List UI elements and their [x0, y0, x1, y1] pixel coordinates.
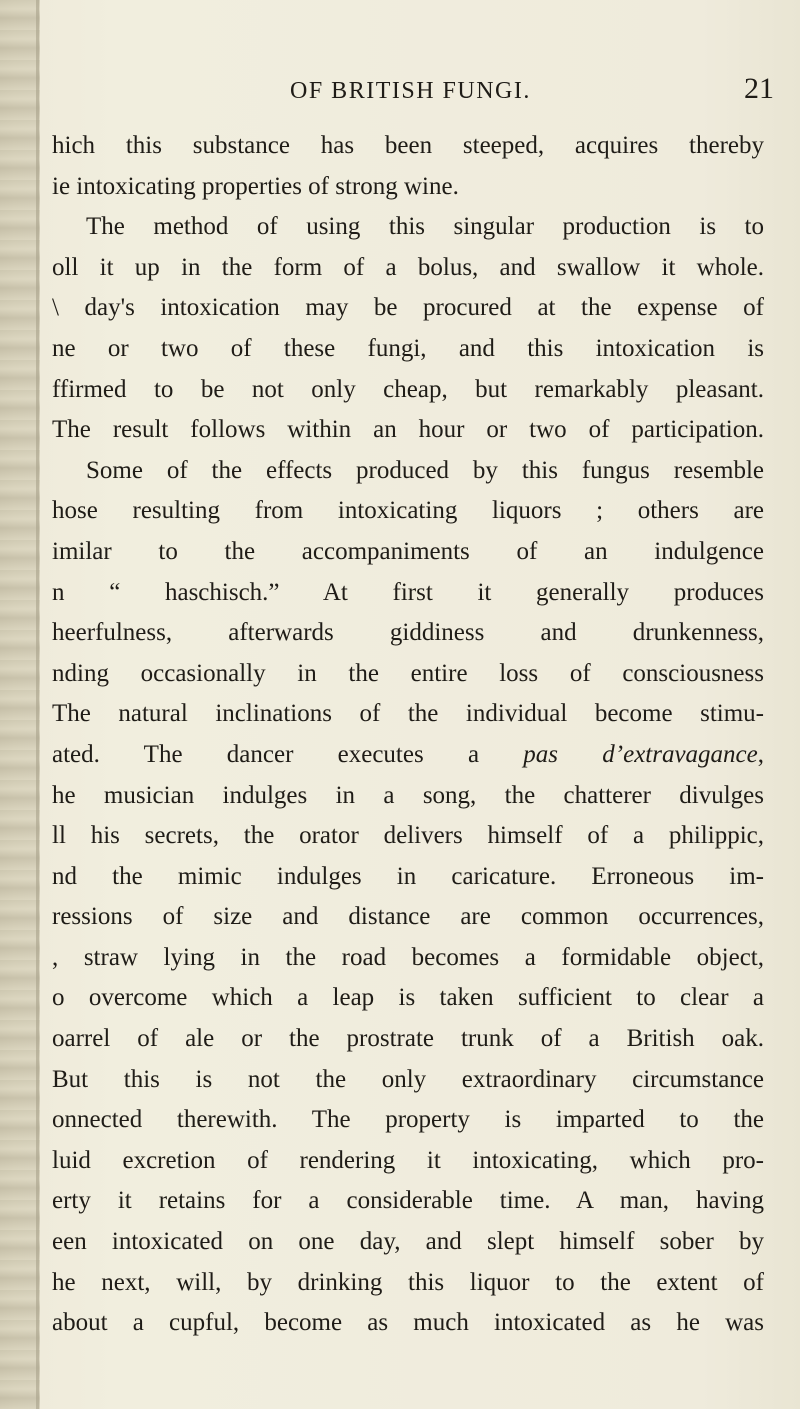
- page-gutter-line: [36, 0, 39, 1409]
- page-number: 21: [744, 72, 774, 105]
- text-line: o overcome which a leap is taken sufficient to clear a: [52, 984, 764, 1012]
- text-line: \ day's intoxication may be procured at the expense of: [52, 294, 764, 322]
- text-line: he musician indulges in a song, the chatterer divulges: [52, 781, 764, 809]
- text-line: nding occasionally in the entire loss of consciousness: [52, 659, 764, 687]
- text-line: But this is not the only extraordinary circumstance: [52, 1065, 764, 1093]
- text-line: hose resulting from intoxicating liquors ; others are: [52, 497, 764, 525]
- text-line: ffirmed to be not only cheap, but remarkably pleasant.: [52, 375, 764, 403]
- text-line: The result follows within an hour or two of participation.: [52, 416, 764, 444]
- page-header: [0, 72, 800, 118]
- text-line: luid excretion of rendering it intoxicating, which pro-: [52, 1146, 764, 1174]
- text-line: erty it retains for a considerable time. A man, having: [52, 1187, 764, 1215]
- text-line: Some of the effects produced by this fungus resemble: [86, 456, 764, 484]
- text-line: oarrel of ale or the prostrate trunk of a British oak.: [52, 1025, 764, 1053]
- text-line: imilar to the accompaniments of an indulgence: [52, 537, 764, 565]
- text-line: The method of using this singular production is to: [86, 213, 764, 241]
- text-line: about a cupful, become as much intoxicated as he was: [52, 1309, 764, 1337]
- text-line: ll his secrets, the orator delivers himself of a philippic,: [52, 822, 764, 850]
- running-head: OF BRITISH FUNGI.: [290, 78, 531, 104]
- text-line: onnected therewith. The property is imparted to the: [52, 1106, 764, 1134]
- text-line: ressions of size and distance are common occurrences,: [52, 903, 764, 931]
- text-line: ie intoxicating properties of strong wine.: [52, 172, 459, 200]
- text-line: , straw lying in the road becomes a formidable object,: [52, 943, 764, 971]
- text-line: nd the mimic indulges in caricature. Erroneous im-: [52, 862, 764, 890]
- text-line: he next, will, by drinking this liquor to the extent of: [52, 1268, 764, 1296]
- text-line: oll it up in the form of a bolus, and swallow it whole.: [52, 253, 764, 281]
- text-line: hich this substance has been steeped, acquires thereby: [52, 132, 764, 159]
- page-binding-edge: [0, 0, 40, 1409]
- italic-phrase: pas d’extravagance: [523, 740, 758, 768]
- text-line: heerfulness, afterwards giddiness and drunkenness,: [52, 619, 764, 647]
- body-text: [52, 126, 764, 1344]
- text-line: The natural inclinations of the individual become stimu-: [52, 700, 764, 728]
- text-line: een intoxicated on one day, and slept himself sober by: [52, 1228, 764, 1256]
- text-line: n “ haschisch.” At first it generally produces: [52, 578, 764, 606]
- text-line: ated. The dancer executes a pas d’extravagance,: [52, 740, 764, 768]
- text-line: ne or two of these fungi, and this intoxication is: [52, 334, 764, 362]
